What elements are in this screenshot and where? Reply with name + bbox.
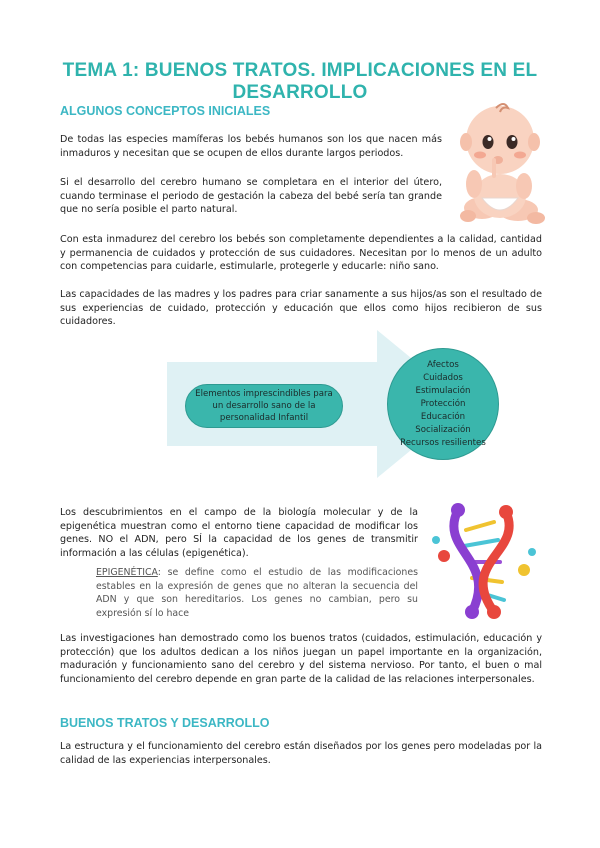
paragraph-2: Si el desarrollo del cerebro humano se completara en el interior del útero, cuando terminase el periodo de gestación la cabeza del bebé sería tan grande que no sería posible el parto natural. bbox=[60, 177, 442, 215]
element-educacion: Educación bbox=[420, 411, 466, 422]
epigenetica-term: EPIGENÉTICA bbox=[96, 567, 158, 578]
paragraph-6: Las investigaciones han demostrado como los buenos tratos (cuidados, estimulación, educación y protección) que los adultos dedican a los niños juegan un papel importante en la organización, maduración y funcionamiento sano del cerebro y del sistema nervioso. Por tanto, el buen o mal funcionamiento del cerebro depende en gran parte de la calidad de las relaciones interpersonales. bbox=[60, 633, 542, 685]
paragraph-1: De todas las especies mamíferas los bebés humanos son los que nacen más inmaduros y necesitan que se ocupen de ellos durante largos periodos. bbox=[60, 134, 442, 159]
element-afectos: Afectos bbox=[427, 359, 459, 370]
epigenetica-text: : se define como el estudio de las modificaciones estables en la expresión de genes que no alteran la secuencia del ADN y que son hereditarios. Los genes no cambian, pero su expresión sí lo hace bbox=[96, 567, 418, 619]
paragraph-3: Con esta inmadurez del cerebro los bebés son completamente dependientes a la calidad, cantidad y permanencia de cuidados y protección de sus cuidadores. Necesitan por lo menos de un adulto con competencias para cuidarle, estimularle, protegerle y educarle: niño sano. bbox=[60, 234, 542, 272]
document-title: TEMA 1: BUENOS TRATOS. IMPLICACIONES EN EL DESARROLLO bbox=[62, 60, 538, 103]
paragraph-5: Los descubrimientos en el campo de la biología molecular y de la epigenética muestran como el entorno tiene capacidad de modificar los genes. NO el ADN, pero SÍ la capacidad de los genes de transmitir información a las células (epigenética). bbox=[60, 507, 418, 559]
paragraph-4: Las capacidades de las madres y los padres para criar sanamente a sus hijos/as son el resultado de sus experiencias de cuidado, protección y educación que ellos como hijos recibieron de sus cuidadores. bbox=[60, 289, 542, 327]
section-heading-buenos-tratos: BUENOS TRATOS Y DESARROLLO bbox=[60, 716, 270, 730]
section-heading-conceptos: ALGUNOS CONCEPTOS INICIALES bbox=[60, 104, 271, 118]
element-estimulacion: Estimulación bbox=[415, 385, 471, 396]
element-proteccion: Protección bbox=[420, 398, 466, 409]
element-cuidados: Cuidados bbox=[423, 372, 463, 383]
epigenetica-definition bbox=[96, 566, 418, 620]
element-socializacion: Socialización bbox=[415, 424, 471, 435]
concept-diagram bbox=[167, 330, 505, 478]
baby-illustration bbox=[452, 100, 548, 230]
essential-elements-pill: Elementos imprescindibles para un desarrollo sano de la personalidad Infantil bbox=[185, 384, 343, 428]
dna-strand-illustration bbox=[428, 500, 540, 620]
elements-circle bbox=[387, 348, 499, 460]
element-recursos-resilientes: Recursos resilientes bbox=[400, 437, 486, 448]
paragraph-7: La estructura y el funcionamiento del cerebro están diseñados por los genes pero modeladas por la calidad de las experiencias interpersonales. bbox=[60, 741, 542, 766]
